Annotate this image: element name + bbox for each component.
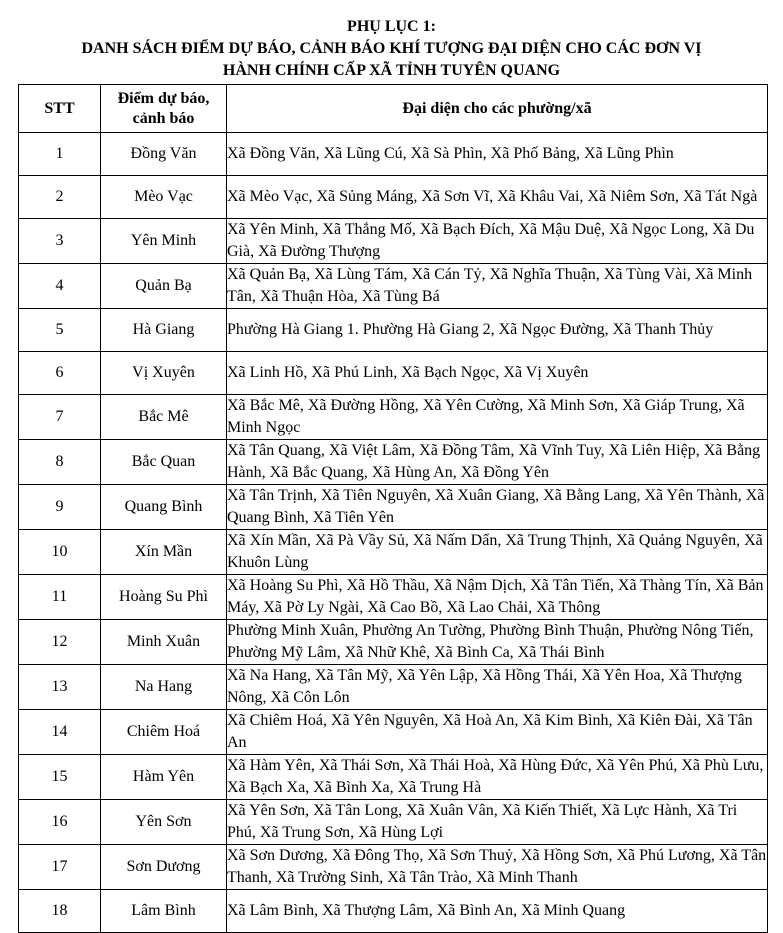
row-stt: 6 [19,352,101,395]
row-represented-areas: Xã Đồng Văn, Xã Lũng Cú, Xã Sà Phìn, Xã Phố Bảng, Xã Lũng Phìn [227,133,768,176]
row-forecast-point: Bắc Mê [101,395,227,440]
header-area: Đại diện cho các phường/xã [227,85,768,133]
row-represented-areas: Xã Tân Quang, Xã Việt Lâm, Xã Đồng Tâm, Xã Vĩnh Tuy, Xã Liên Hiệp, Xã Bằng Hành, Xã Bắc Quang, Xã Hùng An, Xã Đồng Yên [227,440,768,485]
row-stt: 15 [19,755,101,800]
row-forecast-point: Yên Sơn [101,800,227,845]
row-represented-areas: Xã Linh Hồ, Xã Phú Linh, Xã Bạch Ngọc, Xã Vị Xuyên [227,352,768,395]
row-stt: 12 [19,620,101,665]
row-stt: 16 [19,800,101,845]
table-row [19,219,768,264]
table-row [19,755,768,800]
row-represented-areas: Xã Hoàng Su Phì, Xã Hồ Thầu, Xã Nậm Dịch, Xã Tân Tiến, Xã Thàng Tín, Xã Bản Máy, Xã Pờ Ly Ngài, Xã Cao Bồ, Xã Lao Chải, Xã Thông [227,575,768,620]
header-stt: STT [19,85,101,133]
row-represented-areas: Xã Mèo Vạc, Xã Sủng Máng, Xã Sơn Vĩ, Xã Khâu Vai, Xã Niêm Sơn, Xã Tát Ngà [227,176,768,219]
row-forecast-point: Đồng Văn [101,133,227,176]
table-row [19,176,768,219]
row-represented-areas: Xã Bắc Mê, Xã Đường Hồng, Xã Yên Cường, Xã Minh Sơn, Xã Giáp Trung, Xã Minh Ngọc [227,395,768,440]
row-forecast-point: Bắc Quan [101,440,227,485]
table-row [19,264,768,309]
row-forecast-point: Minh Xuân [101,620,227,665]
header-point [101,85,227,133]
title-line-1: PHỤ LỤC 1: [347,18,436,35]
row-forecast-point: Na Hang [101,665,227,710]
row-forecast-point: Hàm Yên [101,755,227,800]
row-forecast-point: Yên Minh [101,219,227,264]
document-title [0,16,783,82]
table-row [19,665,768,710]
table-row [19,395,768,440]
row-forecast-point: Xín Mần [101,530,227,575]
table-row [19,485,768,530]
row-represented-areas: Xã Lâm Bình, Xã Thượng Lâm, Xã Bình An, Xã Minh Quang [227,890,768,933]
row-stt: 1 [19,133,101,176]
row-stt: 4 [19,264,101,309]
row-stt: 9 [19,485,101,530]
row-represented-areas: Xã Chiêm Hoá, Xã Yên Nguyên, Xã Hoà An, Xã Kim Bình, Xã Kiên Đài, Xã Tân An [227,710,768,755]
title-line-3: HÀNH CHÍNH CẤP XÃ TỈNH TUYÊN QUANG [222,62,561,79]
table-row [19,530,768,575]
table-row [19,620,768,665]
row-forecast-point: Mèo Vạc [101,176,227,219]
row-forecast-point: Lâm Bình [101,890,227,933]
row-forecast-point: Hoàng Su Phì [101,575,227,620]
header-point-line-2: cảnh báo [132,109,195,127]
row-represented-areas: Xã Sơn Dương, Xã Đông Thọ, Xã Sơn Thuỷ, Xã Hồng Sơn, Xã Phú Lương, Xã Tân Thanh, Xã Trường Sinh, Xã Tân Trào, Xã Minh Thanh [227,845,768,890]
row-stt: 5 [19,309,101,352]
table-row [19,352,768,395]
row-represented-areas: Xã Yên Minh, Xã Thắng Mố, Xã Bạch Đích, Xã Mậu Duệ, Xã Ngọc Long, Xã Du Già, Xã Đường Thượng [227,219,768,264]
row-forecast-point: Chiêm Hoá [101,710,227,755]
row-forecast-point: Quang Bình [101,485,227,530]
row-stt: 17 [19,845,101,890]
row-stt: 14 [19,710,101,755]
table-header-row [19,85,768,133]
row-stt: 13 [19,665,101,710]
row-represented-areas: Phường Minh Xuân, Phường An Tường, Phường Bình Thuận, Phường Nông Tiến, Phường Mỹ Lâm, Xã Nhữ Khê, Xã Bình Ca, Xã Thái Bình [227,620,768,665]
row-represented-areas: Xã Quản Bạ, Xã Lùng Tám, Xã Cán Tỷ, Xã Nghĩa Thuận, Xã Tùng Vài, Xã Minh Tân, Xã Thuận Hòa, Xã Tùng Bá [227,264,768,309]
title-line-2: DANH SÁCH ĐIỂM DỰ BÁO, CẢNH BÁO KHÍ TƯỢNG ĐẠI DIỆN CHO CÁC ĐƠN VỊ [81,40,702,57]
row-represented-areas: Xã Hàm Yên, Xã Thái Sơn, Xã Thái Hoà, Xã Hùng Đức, Xã Yên Phú, Xã Phù Lưu, Xã Bạch Xa, Xã Bình Xa, Xã Trung Hà [227,755,768,800]
table-row [19,440,768,485]
row-represented-areas: Xã Tân Trịnh, Xã Tiên Nguyên, Xã Xuân Giang, Xã Bằng Lang, Xã Yên Thành, Xã Quang Bình, Xã Tiên Yên [227,485,768,530]
row-represented-areas: Phường Hà Giang 1. Phường Hà Giang 2, Xã Ngọc Đường, Xã Thanh Thủy [227,309,768,352]
row-forecast-point: Hà Giang [101,309,227,352]
table-row [19,575,768,620]
row-represented-areas: Xã Yên Sơn, Xã Tân Long, Xã Xuân Vân, Xã Kiến Thiết, Xã Lực Hành, Xã Tri Phú, Xã Trung Sơn, Xã Hùng Lợi [227,800,768,845]
row-forecast-point: Quản Bạ [101,264,227,309]
table-row [19,710,768,755]
table-row [19,133,768,176]
table-row [19,800,768,845]
row-represented-areas: Xã Xín Mần, Xã Pà Vầy Sủ, Xã Nấm Dẩn, Xã Trung Thịnh, Xã Quảng Nguyên, Xã Khuôn Lùng [227,530,768,575]
row-forecast-point: Vị Xuyên [101,352,227,395]
row-stt: 7 [19,395,101,440]
row-represented-areas: Xã Na Hang, Xã Tân Mỹ, Xã Yên Lập, Xã Hồng Thái, Xã Yên Hoa, Xã Thượng Nông, Xã Côn Lôn [227,665,768,710]
row-stt: 10 [19,530,101,575]
row-forecast-point: Sơn Dương [101,845,227,890]
row-stt: 11 [19,575,101,620]
forecast-points-table [18,84,768,933]
row-stt: 8 [19,440,101,485]
table-row [19,845,768,890]
header-point-line-1: Điểm dự báo, [117,89,210,107]
table-row [19,890,768,933]
row-stt: 3 [19,219,101,264]
table-row [19,309,768,352]
row-stt: 18 [19,890,101,933]
row-stt: 2 [19,176,101,219]
